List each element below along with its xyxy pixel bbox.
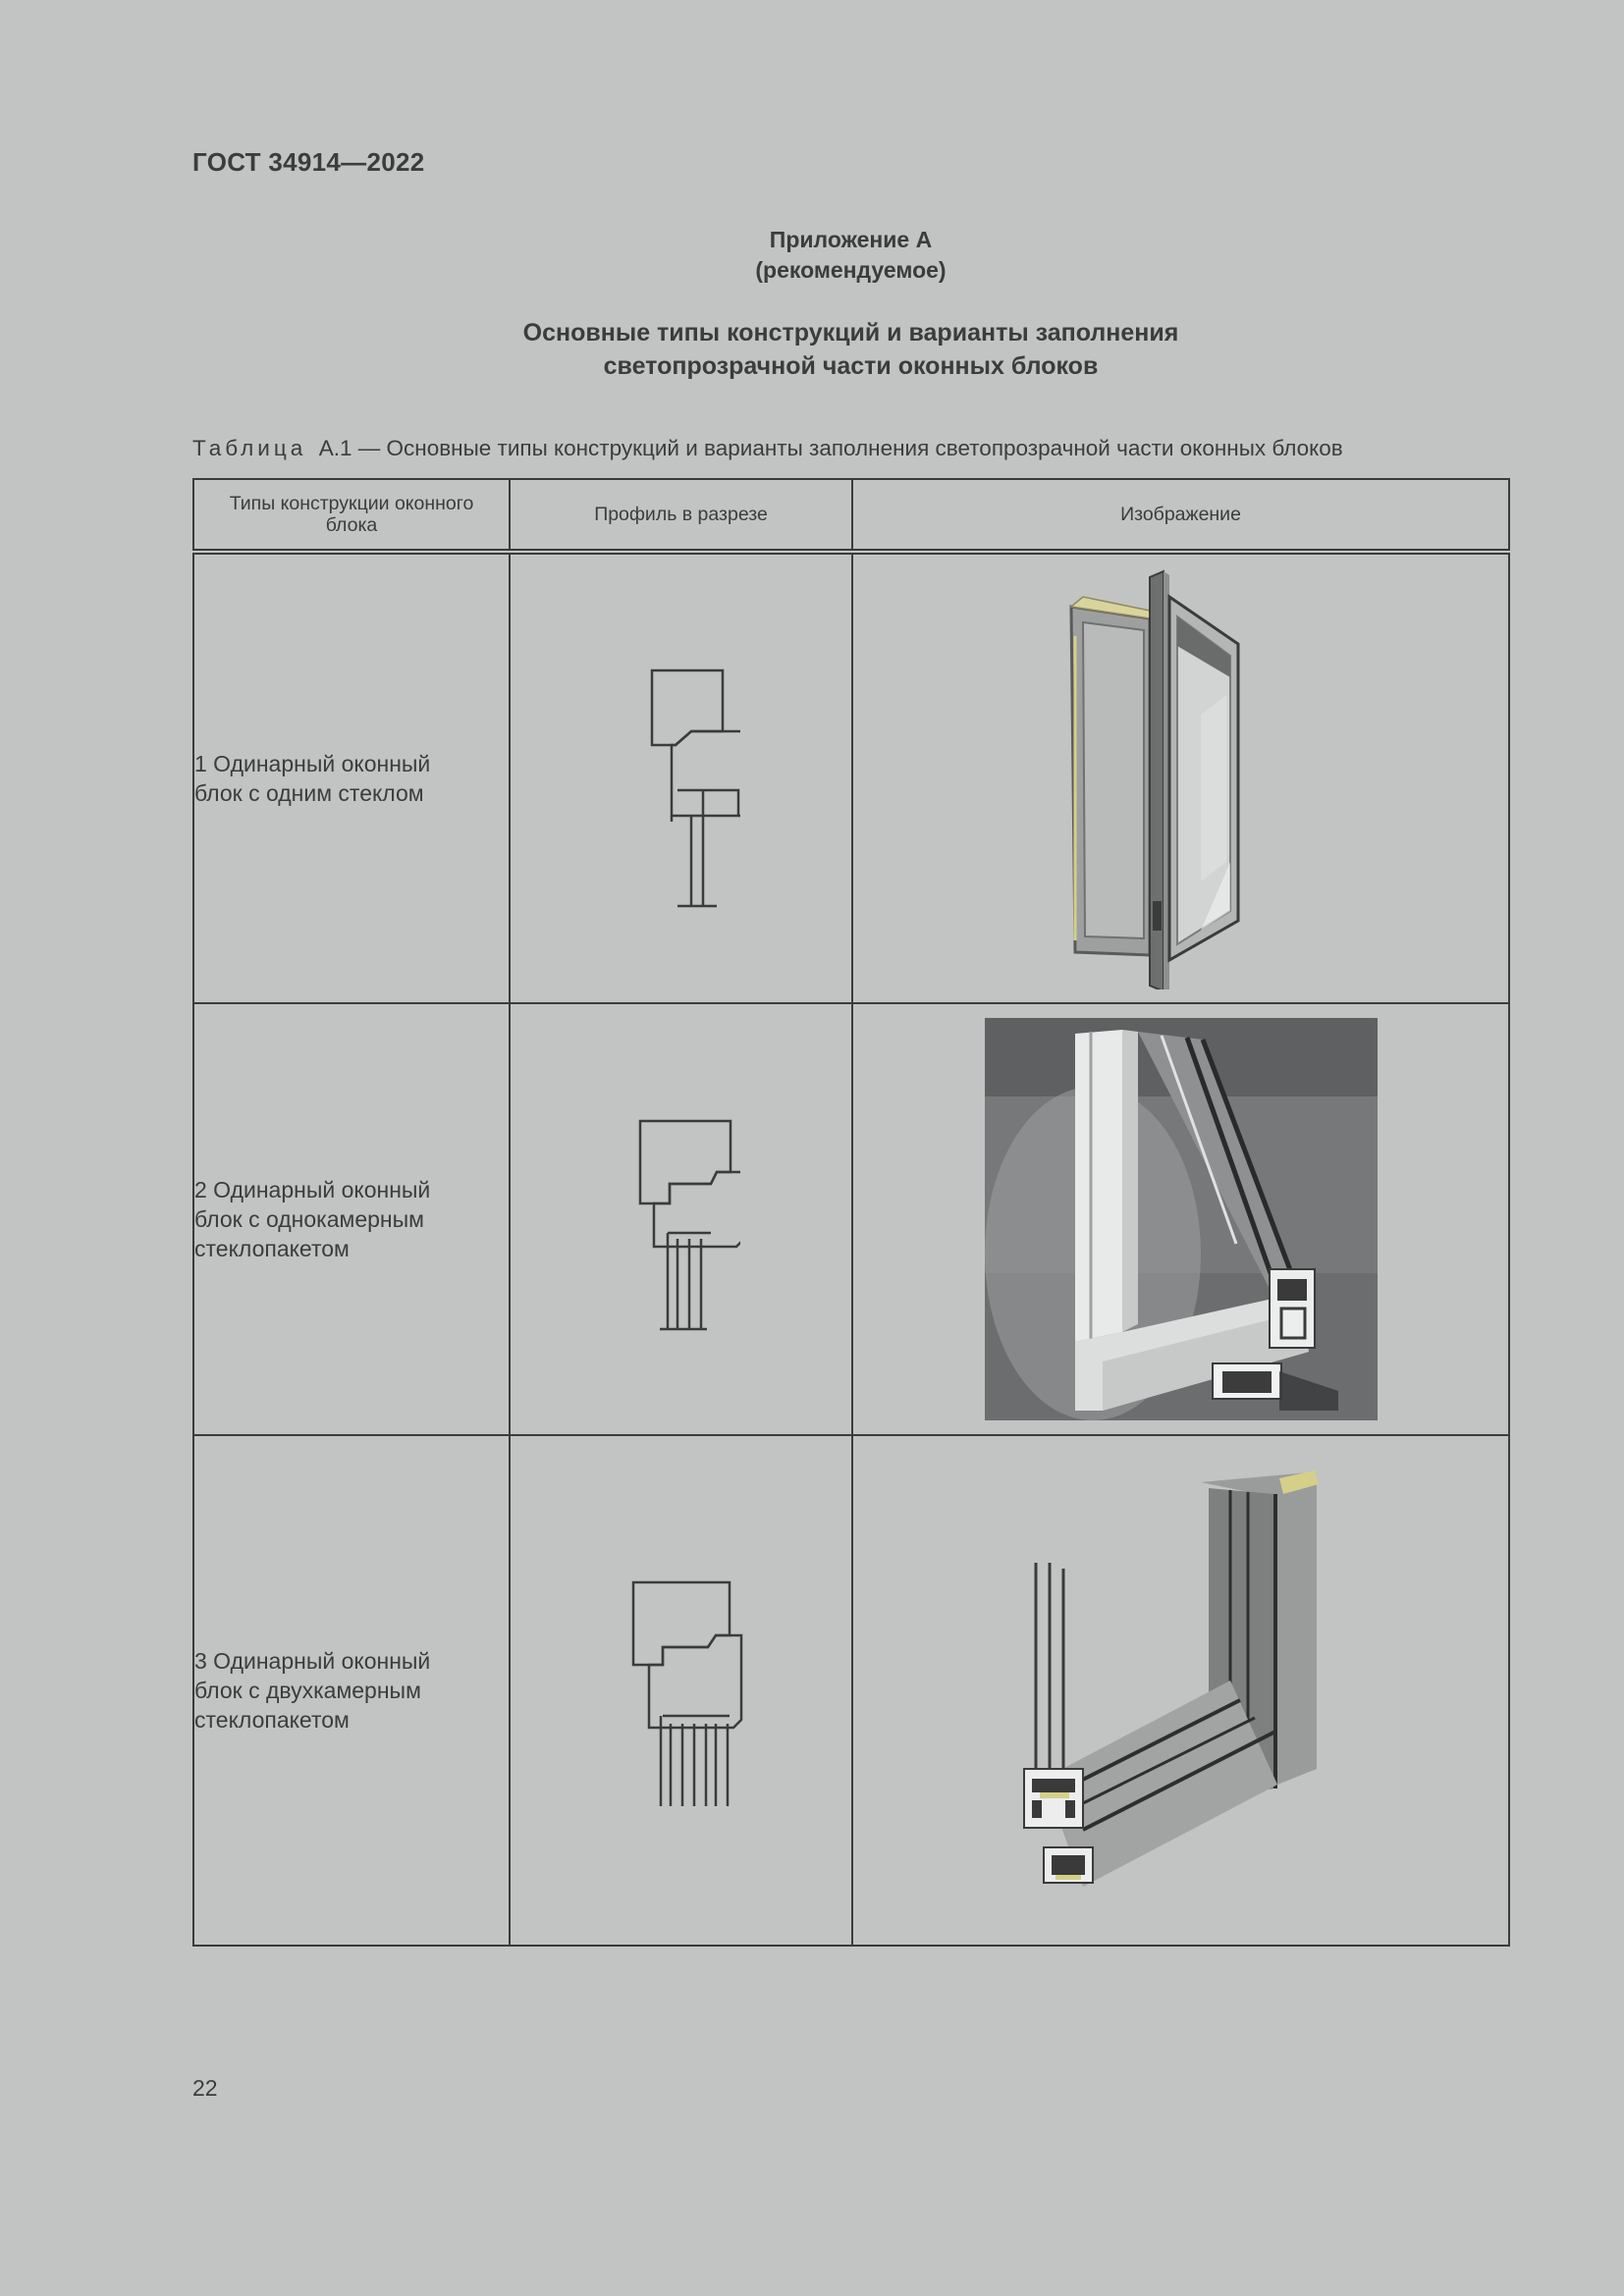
- type-line: 3 Одинарный оконный: [194, 1648, 431, 1674]
- appendix-kind: (рекомендуемое): [755, 257, 947, 283]
- image-cell: [852, 1003, 1509, 1435]
- table-row: [193, 1435, 1509, 1946]
- appendix-title: Приложение А: [769, 227, 933, 252]
- column-header-image-label: Изображение: [1120, 504, 1241, 525]
- double-chamber-profile-drawing: [618, 1563, 745, 1818]
- profile-cell: [510, 1003, 852, 1435]
- type-line: 1 Одинарный оконный: [194, 751, 431, 776]
- type-line: блок с одним стеклом: [194, 780, 424, 806]
- table-header-row: [193, 479, 1509, 552]
- type-cell: [193, 1003, 510, 1435]
- table-caption-text: А.1 — Основные типы конструкций и варианты заполнения светопрозрачной части оконных блоков: [318, 436, 1343, 460]
- type-line: 2 Одинарный оконный: [194, 1177, 431, 1202]
- open-window-casement-image: [1054, 567, 1309, 989]
- single-chamber-profile-drawing: [623, 1092, 740, 1347]
- type-line: блок с однокамерным: [194, 1206, 424, 1232]
- table-row: [193, 1003, 1509, 1435]
- pvc-profile-double-chamber-image: [985, 1455, 1378, 1926]
- pvc-profile-single-chamber-image: [985, 1018, 1378, 1420]
- column-header-profile-label: Профиль в разрезе: [594, 504, 768, 525]
- table-caption-prefix: Таблица: [192, 436, 307, 460]
- image-cell: [852, 552, 1509, 1003]
- construction-types-table: [192, 478, 1510, 1947]
- main-title-line-1: Основные типы конструкций и варианты заполнения: [522, 319, 1179, 347]
- main-title-line-2: светопрозрачной части оконных блоков: [603, 352, 1099, 380]
- table-caption: [192, 436, 1343, 461]
- image-cell: [852, 1435, 1509, 1946]
- table-row: [193, 552, 1509, 1003]
- type-line: стеклопакетом: [194, 1236, 350, 1261]
- column-header-profile: [510, 479, 852, 552]
- type-line: стеклопакетом: [194, 1707, 350, 1733]
- type-cell: [193, 1435, 510, 1946]
- document-id: ГОСТ 34914—2022: [192, 147, 425, 177]
- column-header-type-label: Типы конструкции оконного блока: [229, 493, 474, 536]
- single-glass-profile-drawing: [623, 621, 740, 935]
- profile-cell: [510, 1435, 852, 1946]
- type-line: блок с двухкамерным: [194, 1678, 421, 1703]
- profile-cell: [510, 552, 852, 1003]
- page-number: 22: [192, 2075, 218, 2101]
- column-header-type: [193, 479, 510, 552]
- column-header-image: [852, 479, 1509, 552]
- type-cell: [193, 552, 510, 1003]
